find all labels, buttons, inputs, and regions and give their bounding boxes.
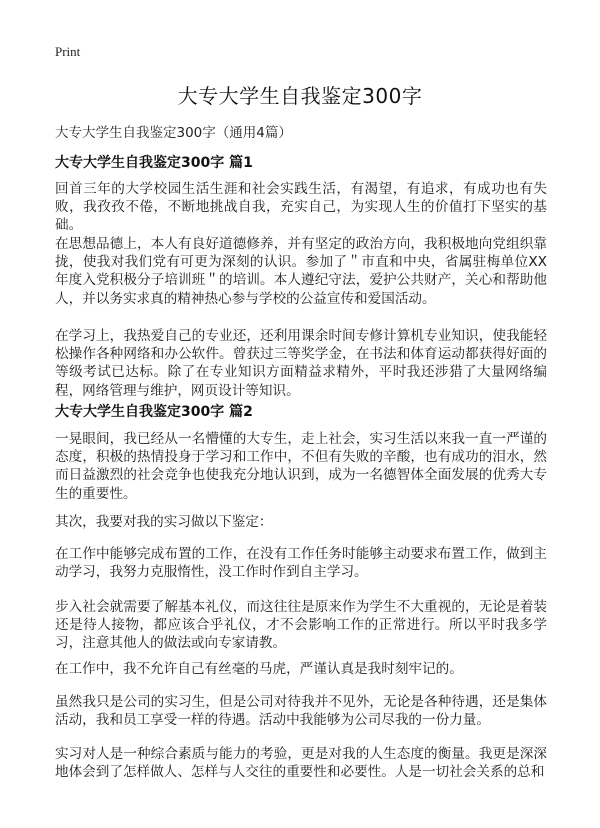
paragraph: 步入社会就需要了解基本礼仪，而这往往是原来作为学生不大重视的，无论是着装还是待人接物，都应该合乎礼仪，才不会影响工作的正常进行。所以平时我多学习，注意其他人的做法或向专家请教。 xyxy=(55,599,547,652)
paragraph: 其次，我要对我的实习做以下鉴定： xyxy=(55,514,273,530)
paragraph: 一晃眼间，我已经从一名懵懂的大专生，走上社会，实习生活以来我一直一严谨的态度，积极的热情投身于学习和工作中，不但有失败的辛酸，也有成功的泪水，然而日益激烈的社会竞争也使我充分地认识到，成为一名德智体全面发展的优秀大专生的重要性。 xyxy=(55,431,547,502)
paragraph: 虽然我只是公司的实习生，但是公司对待我并不见外，无论是各种待遇，还是集体活动，我和员工享受一样的待遇。活动中我能够为公司尽我的一份力量。 xyxy=(55,694,547,729)
document-title: 大专大学生自我鉴定300字 xyxy=(177,84,423,108)
paragraph: 实习对人是一种综合素质与能力的考验，更是对我的人生态度的衡量。我更是深深地体会到了怎样做人、怎样与人交往的重要性和必要性。人是一切社会关系的总和 xyxy=(55,746,547,781)
paragraph: 在学习上，我热爱自己的专业还，还利用课余时间专修计算机专业知识，使我能轻松操作各种网络和办公软件。曾获过三等奖学金，在书法和体育运动都获得好面的等级考试已达标。除了在专业知识方面精益求精外，平时我还涉猎了大量网络编程，网络管理与维护，网页设计等知识。 xyxy=(55,328,547,399)
section-heading-1: 大专大学生自我鉴定300字 篇1 xyxy=(55,155,253,171)
paragraph: 在工作中能够完成布置的工作，在没有工作任务时能够主动要求布置工作，做到主动学习，我努力克服惰性，没工作时作到自主学习。 xyxy=(55,546,547,581)
document-subtitle: 大专大学生自我鉴定300字（通用4篇） xyxy=(55,125,292,141)
print-label: Print xyxy=(55,44,81,59)
paragraph: 回首三年的大学校园生活生涯和社会实践生活，有渴望，有追求，有成功也有失败，我孜孜不倦，不断地挑战自我，充实自己，为实现人生的价值打下坚实的基础。 xyxy=(55,181,547,234)
section-heading-2: 大专大学生自我鉴定300字 篇2 xyxy=(55,404,253,420)
paragraph: 在工作中，我不允许自己有丝毫的马虎，严谨认真是我时刻牢记的。 xyxy=(55,661,463,677)
paragraph: 在思想品德上，本人有良好道德修养，并有坚定的政治方向，我积极地向党组织靠拢，使我对我们党有可更为深刻的认识。参加了＂市直和中央，省属驻梅单位XX年度入党积极分子培训班＂的培训。本人遵纪守法，爱护公共财产，关心和帮助他人，并以务实求真的精神热心参与学校的公益宣传和爱国活动。 xyxy=(55,236,547,307)
